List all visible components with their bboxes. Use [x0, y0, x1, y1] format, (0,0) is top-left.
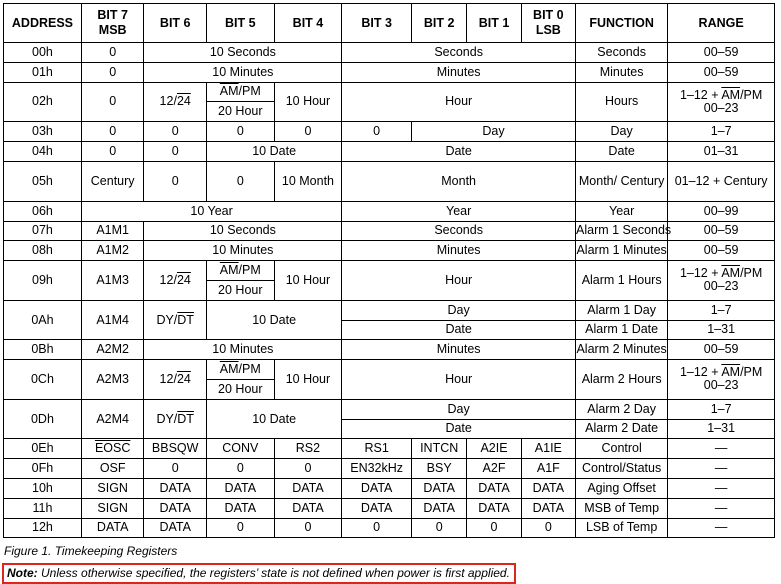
timekeeping-registers-table	[3, 3, 775, 538]
cell-address: 00h	[4, 43, 82, 63]
cell-minutes: Minutes	[342, 241, 576, 261]
power-on-note	[2, 563, 516, 584]
cell-am-overline: $\overline{AM}$	[219, 362, 239, 377]
cell-range-24h: 00–23	[703, 100, 739, 115]
cell-bit2: DATA	[411, 498, 466, 518]
cell-range: 00–59	[668, 62, 775, 82]
cell-bit4: 0	[274, 459, 342, 479]
cell-10-seconds: 10 Seconds	[144, 221, 342, 241]
cell-bit3: DATA	[342, 478, 412, 498]
cell-function: Minutes	[576, 62, 668, 82]
cell-address: 0Bh	[4, 340, 82, 360]
cell-range-prefix: 1–12 +	[679, 365, 722, 380]
cell-bit2: INTCN	[411, 439, 466, 459]
cell-function: Alarm 2 Date	[576, 419, 668, 439]
cell-am-pm	[206, 82, 274, 102]
cell-am-overline: $\overline{AM}$	[219, 84, 239, 99]
cell-bit7: SIGN	[81, 498, 144, 518]
cell-bit6: DATA	[144, 478, 207, 498]
header-bit0-label: BIT 0	[533, 8, 564, 22]
cell-function: Day	[576, 122, 668, 142]
cell-bit5: DATA	[206, 498, 274, 518]
cell-bit5: 0	[206, 459, 274, 479]
cell-12-24-prefix: 12/	[159, 371, 177, 386]
cell-10-hour: 10 Hour	[274, 261, 342, 301]
cell-24-overline: 24	[176, 371, 191, 386]
cell-bit7: A1M4	[81, 300, 144, 340]
cell-range: —	[668, 518, 775, 538]
cell-bit0: A1F	[521, 459, 575, 479]
cell-bit7: A1M1	[81, 221, 144, 241]
cell-range: 1–31	[668, 419, 775, 439]
cell-dt-overline: $\overline{DT}$	[177, 411, 194, 426]
cell-year: Year	[342, 201, 576, 221]
cell-range: 00–59	[668, 241, 775, 261]
cell-day: Day	[342, 399, 576, 419]
cell-20-hour: 20 Hour	[206, 379, 274, 399]
cell-10-month: 10 Month	[274, 161, 342, 201]
cell-10-year: 10 Year	[81, 201, 341, 221]
cell-bit4: DATA	[274, 478, 342, 498]
table-row	[4, 261, 775, 281]
cell-seconds: Seconds	[342, 43, 576, 63]
cell-function: LSB of Temp	[576, 518, 668, 538]
cell-hour: Hour	[342, 360, 576, 400]
header-msb-label: MSB	[98, 23, 127, 37]
cell-range: 00–59	[668, 43, 775, 63]
cell-address: 08h	[4, 241, 82, 261]
table-row	[4, 478, 775, 498]
cell-bit6: 0	[144, 459, 207, 479]
cell-bit7: 0	[81, 62, 144, 82]
cell-day: Day	[411, 122, 575, 142]
header-bit0	[521, 4, 575, 43]
cell-10-minutes: 10 Minutes	[144, 340, 342, 360]
cell-bit7: OSF	[81, 459, 144, 479]
cell-bit7: A1M3	[81, 261, 144, 301]
cell-12-24-prefix: 12/	[159, 94, 177, 109]
cell-range-24h: 00–23	[703, 378, 739, 393]
cell-range-am-overline: $\overline{AM}$	[721, 87, 741, 102]
table-row	[4, 340, 775, 360]
cell-bit7: A1M2	[81, 241, 144, 261]
cell-pm-suffix: /PM	[238, 84, 261, 99]
cell-range-pm-suffix: /PM	[740, 87, 763, 102]
cell-bit3: DATA	[342, 498, 412, 518]
cell-bit2: 0	[411, 518, 466, 538]
cell-dy-prefix: DY/	[156, 312, 178, 327]
header-bit2: BIT 2	[411, 4, 466, 43]
header-bit1: BIT 1	[467, 4, 521, 43]
cell-address: 0Dh	[4, 399, 82, 439]
cell-10-date: 10 Date	[206, 141, 341, 161]
header-lsb-label: LSB	[535, 23, 561, 37]
figure-caption: Figure 1. Timekeeping Registers	[4, 544, 178, 558]
cell-function: Alarm 1 Seconds	[576, 221, 668, 241]
cell-dt-overline: $\overline{DT}$	[177, 312, 194, 327]
cell-bit3: RS1	[342, 439, 412, 459]
cell-bit6: 0	[144, 161, 207, 201]
cell-bit7: SIGN	[81, 478, 144, 498]
cell-range: 00–99	[668, 201, 775, 221]
cell-bit5: CONV	[206, 439, 274, 459]
cell-minutes: Minutes	[342, 340, 576, 360]
cell-bit7: A2M2	[81, 340, 144, 360]
cell-range-pm-suffix: /PM	[740, 266, 763, 281]
cell-function: Aging Offset	[576, 478, 668, 498]
cell-dy-dt	[144, 300, 207, 340]
cell-range-24h: 00–23	[703, 279, 739, 294]
cell-range	[668, 82, 775, 122]
cell-function: Alarm 1 Hours	[576, 261, 668, 301]
cell-12-24	[144, 261, 207, 301]
cell-eosc: EOSC	[81, 439, 144, 459]
cell-range: —	[668, 478, 775, 498]
cell-bit3: EN32kHz	[342, 459, 412, 479]
cell-bit4: 0	[274, 122, 342, 142]
cell-bit2: DATA	[411, 478, 466, 498]
table-row	[4, 122, 775, 142]
cell-10-minutes: 10 Minutes	[144, 241, 342, 261]
cell-date: Date	[342, 320, 576, 340]
cell-address: 12h	[4, 518, 82, 538]
header-address: ADDRESS	[4, 4, 82, 43]
cell-range	[668, 261, 775, 301]
cell-bit5: 0	[206, 518, 274, 538]
cell-address: 09h	[4, 261, 82, 301]
cell-function: Control	[576, 439, 668, 459]
cell-bit7: A2M3	[81, 360, 144, 400]
cell-bit6: DATA	[144, 518, 207, 538]
cell-range-am-overline: $\overline{AM}$	[721, 365, 741, 380]
header-bit5: BIT 5	[206, 4, 274, 43]
cell-address: 11h	[4, 498, 82, 518]
header-bit6: BIT 6	[144, 4, 207, 43]
cell-bit4: RS2	[274, 439, 342, 459]
cell-bit0: DATA	[521, 478, 575, 498]
table-row	[4, 300, 775, 320]
cell-bit6: 0	[144, 122, 207, 142]
cell-pm-suffix: /PM	[238, 263, 261, 278]
cell-12-24	[144, 360, 207, 400]
cell-range-prefix: 1–12 +	[679, 87, 722, 102]
cell-function: Month/ Century	[576, 161, 668, 201]
cell-address: 05h	[4, 161, 82, 201]
table-row	[4, 43, 775, 63]
table-row	[4, 399, 775, 419]
cell-function: Alarm 1 Day	[576, 300, 668, 320]
cell-bit7: 0	[81, 82, 144, 122]
table-row	[4, 241, 775, 261]
cell-bit7: DATA	[81, 518, 144, 538]
cell-12-24	[144, 82, 207, 122]
header-row	[4, 4, 775, 43]
cell-range-pm-suffix: /PM	[740, 365, 763, 380]
cell-10-hour: 10 Hour	[274, 360, 342, 400]
cell-bit7: 0	[81, 122, 144, 142]
cell-bit2: BSY	[411, 459, 466, 479]
cell-am-overline: $\overline{AM}$	[219, 263, 239, 278]
table-row	[4, 459, 775, 479]
cell-range	[668, 360, 775, 400]
cell-address: 03h	[4, 122, 82, 142]
cell-24-overline: 24	[176, 94, 191, 109]
cell-address: 10h	[4, 478, 82, 498]
cell-function: Hours	[576, 82, 668, 122]
cell-address: 0Ah	[4, 300, 82, 340]
cell-range: —	[668, 498, 775, 518]
header-bit3: BIT 3	[342, 4, 412, 43]
cell-bit1: DATA	[467, 498, 521, 518]
cell-bit3: 0	[342, 122, 412, 142]
cell-range: 00–59	[668, 221, 775, 241]
cell-function: Alarm 2 Day	[576, 399, 668, 419]
cell-function: Date	[576, 141, 668, 161]
table-row	[4, 82, 775, 102]
cell-function: Control/Status	[576, 459, 668, 479]
cell-10-date: 10 Date	[206, 300, 341, 340]
cell-address: 0Fh	[4, 459, 82, 479]
cell-address: 0Ch	[4, 360, 82, 400]
header-bit7	[81, 4, 144, 43]
cell-am-pm	[206, 360, 274, 380]
cell-am-pm	[206, 261, 274, 281]
cell-bit5: DATA	[206, 478, 274, 498]
cell-day: Day	[342, 300, 576, 320]
cell-pm-suffix: /PM	[238, 362, 261, 377]
note-text: Unless otherwise specified, the registers’ state is not defined when power is first applied.	[37, 566, 510, 580]
cell-bit4: 0	[274, 518, 342, 538]
cell-address: 01h	[4, 62, 82, 82]
header-bit4: BIT 4	[274, 4, 342, 43]
table-row	[4, 439, 775, 459]
cell-range-am-overline: $\overline{AM}$	[721, 266, 741, 281]
table-row	[4, 161, 775, 201]
cell-20-hour: 20 Hour	[206, 102, 274, 122]
cell-10-minutes: 10 Minutes	[144, 62, 342, 82]
cell-date: Date	[342, 419, 576, 439]
header-bit7-label: BIT 7	[97, 8, 128, 22]
cell-range: 1–7	[668, 122, 775, 142]
cell-function: Alarm 2 Hours	[576, 360, 668, 400]
cell-function: Alarm 1 Minutes	[576, 241, 668, 261]
cell-century: Century	[81, 161, 144, 201]
cell-function: Year	[576, 201, 668, 221]
cell-bit1: 0	[467, 518, 521, 538]
cell-range: 01–12 + Century	[668, 161, 775, 201]
cell-10-date: 10 Date	[206, 399, 341, 439]
cell-date: Date	[342, 141, 576, 161]
cell-24-overline: 24	[176, 272, 191, 287]
cell-function: Alarm 1 Date	[576, 320, 668, 340]
cell-12-24-prefix: 12/	[159, 272, 177, 287]
cell-range: 01–31	[668, 141, 775, 161]
cell-bit5: 0	[206, 161, 274, 201]
cell-20-hour: 20 Hour	[206, 280, 274, 300]
cell-bit0: DATA	[521, 498, 575, 518]
cell-bit1: DATA	[467, 478, 521, 498]
cell-range: —	[668, 439, 775, 459]
cell-bit7: 0	[81, 43, 144, 63]
cell-dy-dt	[144, 399, 207, 439]
header-range: RANGE	[668, 4, 775, 43]
table-row	[4, 201, 775, 221]
cell-address: 04h	[4, 141, 82, 161]
cell-bit1: A2IE	[467, 439, 521, 459]
cell-minutes: Minutes	[342, 62, 576, 82]
cell-function: Seconds	[576, 43, 668, 63]
cell-function: Alarm 2 Minutes	[576, 340, 668, 360]
cell-bit7: A2M4	[81, 399, 144, 439]
header-function: FUNCTION	[576, 4, 668, 43]
cell-bit3: 0	[342, 518, 412, 538]
cell-bit5: 0	[206, 122, 274, 142]
cell-bit0: 0	[521, 518, 575, 538]
cell-10-seconds: 10 Seconds	[144, 43, 342, 63]
cell-address: 06h	[4, 201, 82, 221]
table-row	[4, 360, 775, 380]
cell-bit6: DATA	[144, 498, 207, 518]
cell-range: 1–7	[668, 399, 775, 419]
cell-bit4: DATA	[274, 498, 342, 518]
table-row	[4, 498, 775, 518]
cell-bit0: A1IE	[521, 439, 575, 459]
cell-address: 07h	[4, 221, 82, 241]
table-row	[4, 518, 775, 538]
cell-hour: Hour	[342, 261, 576, 301]
cell-10-hour: 10 Hour	[274, 82, 342, 122]
cell-bit1: A2F	[467, 459, 521, 479]
cell-range: 1–7	[668, 300, 775, 320]
cell-address: 0Eh	[4, 439, 82, 459]
table-row	[4, 221, 775, 241]
cell-address: 02h	[4, 82, 82, 122]
cell-bit6: 0	[144, 141, 207, 161]
cell-range: 1–31	[668, 320, 775, 340]
table-row	[4, 141, 775, 161]
cell-dy-prefix: DY/	[156, 411, 178, 426]
cell-function: MSB of Temp	[576, 498, 668, 518]
table-row	[4, 62, 775, 82]
cell-month: Month	[342, 161, 576, 201]
cell-bit6: BBSQW	[144, 439, 207, 459]
cell-range: —	[668, 459, 775, 479]
cell-range: 00–59	[668, 340, 775, 360]
note-label: Note:	[7, 566, 38, 580]
cell-hour: Hour	[342, 82, 576, 122]
cell-bit7: 0	[81, 141, 144, 161]
cell-seconds: Seconds	[342, 221, 576, 241]
cell-range-prefix: 1–12 +	[679, 266, 722, 281]
